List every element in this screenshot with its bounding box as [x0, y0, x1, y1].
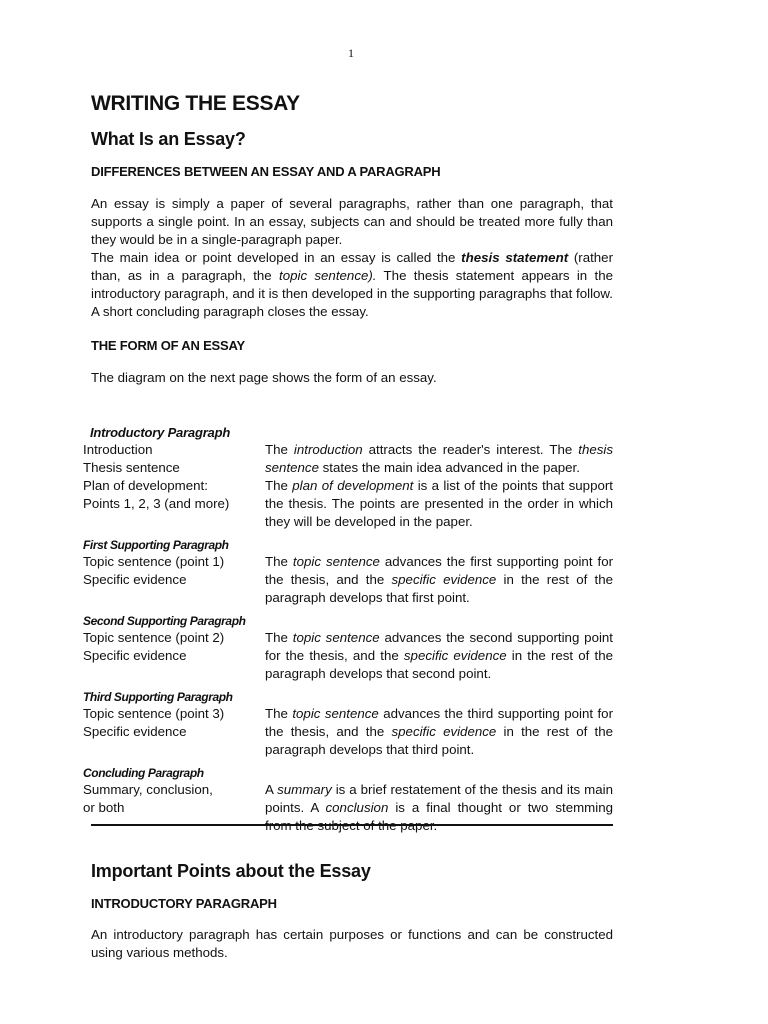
essay-intro-section [91, 92, 613, 387]
paragraph-essay-definition: An essay is simply a paper of several paragraphs, rather than one paragraph, that supports a single point. In an essay, subjects can and should be treated more fully than they would be in a single-paragraph paper. [91, 196, 613, 247]
second-supporting-title: Second Supporting Paragraph [83, 614, 246, 628]
section-heading-what-is-essay: What Is an Essay? [91, 129, 246, 149]
subheading-differences: DIFFERENCES BETWEEN AN ESSAY AND A PARAGRAPH [91, 164, 441, 179]
section-heading-important-points: Important Points about the Essay [91, 861, 371, 881]
important-points-section [91, 861, 613, 962]
intro-paragraph-title: Introductory Paragraph [90, 425, 231, 440]
diagram-row-second: Topic sentence (point 2) Specific evidence The topic sentence advances the second supporting point for the thesis, and the specific evidence in the rest of the paragraph develops that second point. [83, 630, 614, 681]
third-supporting-title: Third Supporting Paragraph [83, 690, 233, 704]
page-number: 1 [348, 46, 354, 60]
diagram-right-column: The introduction attracts the reader's interest. The thesis sentence states the main idea advanced in the paper. The plan of development is a list of the points that support the thesis. The points are presented in the order in which they will be developed in the paper. [265, 442, 614, 529]
paragraph-introductory-functions: An introductory paragraph has certain purposes or functions and can be constructed using various methods. [91, 927, 613, 960]
paragraph-thesis-statement: The main idea or point developed in an essay is called the thesis statement (rather than, as in a paragraph, the topic sentence). The thesis statement appears in the introductory paragraph, and it is then developed in the supporting paragraphs that follow. A short concluding paragraph closes the essay. [91, 250, 614, 319]
paragraph-group [91, 195, 613, 321]
diagram-row-intro [83, 441, 613, 531]
first-supporting-title: First Supporting Paragraph [83, 538, 229, 552]
diagram-row-first: Topic sentence (point 1) Specific evidence The topic sentence advances the first supporting point for the thesis, and the specific evidence in the rest of the paragraph develops that first point. [83, 554, 614, 605]
diagram-row-third: Topic sentence (point 3) Specific evidence The topic sentence advances the third supporting point for the thesis, and the specific evidence in the rest of the paragraph develops that third point. [83, 706, 613, 757]
subheading-introductory-paragraph: INTRODUCTORY PARAGRAPH [91, 896, 277, 911]
horizontal-divider [91, 824, 613, 826]
diagram-row-concluding: Summary, conclusion, or both A summary is a brief restatement of the thesis and its main points. A conclusion is a final thought or two stemming from the subject of the paper. [83, 782, 614, 833]
document-title: WRITING THE ESSAY [91, 92, 300, 115]
diagram-left-column: Introduction Thesis sentence Plan of development: Points 1, 2, 3 (and more) [83, 442, 230, 511]
subheading-form-of-essay: THE FORM OF AN ESSAY [91, 338, 245, 353]
paragraph-diagram-intro: The diagram on the next page shows the form of an essay. [91, 370, 437, 385]
concluding-paragraph-title: Concluding Paragraph [83, 766, 204, 780]
essay-form-diagram [83, 425, 613, 835]
